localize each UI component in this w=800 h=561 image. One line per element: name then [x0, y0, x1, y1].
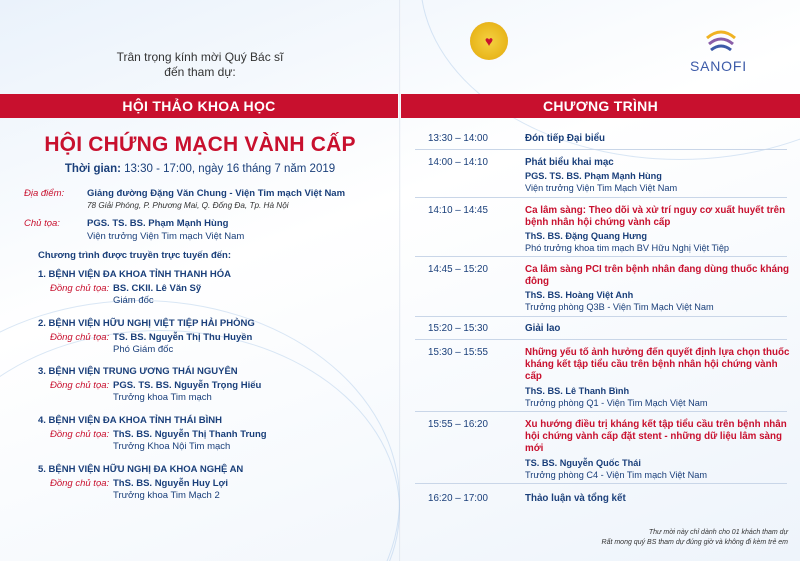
divider — [415, 256, 787, 257]
co-chair-label: Đồng chủ tọa: — [50, 283, 110, 294]
speaker-name: TS. BS. Nguyễn Quốc Thái — [525, 458, 641, 468]
speaker-role: Trưởng phòng Q1 - Viện Tim Mạch Việt Nam — [525, 398, 708, 408]
event-title: HỘI CHỨNG MẠCH VÀNH CẤP — [44, 133, 356, 156]
schedule-title: Đón tiếp Đại biểu — [525, 133, 606, 144]
co-chair-role: Trưởng Khoa Nội Tim mạch — [113, 441, 231, 452]
footer-note-1: Thư mời này chỉ dành cho 01 khách tham dự — [648, 529, 788, 536]
co-chair-name: BS. CKII. Lê Văn Sỹ — [113, 283, 202, 294]
schedule-time: 14:10 – 14:45 — [428, 205, 488, 216]
schedule-time: 15:20 – 15:30 — [428, 323, 488, 334]
schedule-title: Xu hướng điều trị kháng kết tập tiểu cầu trên bệnh nhân hội chứng vành cấp đặt stent - những dữ liệu lâm sàng mới — [525, 419, 787, 454]
hospital-item — [38, 318, 388, 355]
speaker-name: ThS. BS. Hoàng Việt Anh — [525, 290, 634, 300]
schedule-title: Ca lâm sàng: Theo dõi và xử trí nguy cơ xuất huyết trên bệnh nhân hội chứng vành cấp — [525, 205, 786, 228]
speaker-name: ThS. BS. Đặng Quang Hưng — [525, 231, 648, 241]
schedule-time: 15:55 – 16:20 — [428, 419, 488, 430]
schedule-time: 15:30 – 15:55 — [428, 347, 488, 358]
hospital-name: 5. BỆNH VIỆN HỮU NGHỊ ĐA KHOA NGHỆ AN — [38, 464, 244, 475]
speaker-name: ThS. BS. Lê Thanh Bình — [525, 386, 630, 396]
venue-address: 78 Giải Phóng, P. Phương Mai, Q. Đống Đa, Tp. Hà Nội — [87, 201, 289, 210]
footer-note-2: Rất mong quý BS tham dự đúng giờ và không đi kèm trẻ em — [601, 539, 788, 546]
schedule-title: Thảo luận và tổng kết — [525, 493, 626, 504]
schedule-time: 14:00 – 14:10 — [428, 157, 488, 168]
co-chair-role: Phó Giám đốc — [113, 344, 174, 355]
co-chair-label: Đồng chủ tọa: — [50, 332, 110, 343]
speaker-name: PGS. TS. BS. Phạm Mạnh Hùng — [525, 171, 662, 181]
chair-role: Viện trưởng Viện Tim mạch Việt Nam — [87, 231, 245, 242]
hospital-name: 3. BỆNH VIỆN TRUNG ƯƠNG THÁI NGUYÊN — [38, 366, 238, 377]
schedule-title: Những yếu tố ảnh hưởng đến quyết định lựa chọn thuốc kháng kết tập tiểu cầu trên bệnh nhân hội chứng vành cấp — [525, 347, 790, 382]
schedule-title: Ca lâm sàng PCI trên bệnh nhân đang dùng thuốc kháng đông — [525, 264, 789, 287]
venue-name: Giảng đường Đặng Văn Chung - Viện Tim mạch Việt Nam — [87, 188, 346, 199]
invite-line-2: đến tham dự: — [164, 65, 236, 79]
co-chair-label: Đồng chủ tọa: — [50, 429, 110, 440]
invite-line-1: Trân trọng kính mời Quý Bác sĩ — [116, 50, 284, 64]
speaker-role: Trưởng phòng C4 - Viện Tim mạch Việt Nam — [525, 470, 708, 480]
broadcast-title: Chương trình được truyền trực tuyến đến: — [38, 250, 232, 261]
hospital-name: 1. BỆNH VIỆN ĐA KHOA TỈNH THANH HÓA — [38, 269, 231, 280]
hospital-name: 4. BỆNH VIỆN ĐA KHOA TỈNH THÁI BÌNH — [38, 415, 223, 426]
chair-label: Chủ tọa: — [24, 218, 60, 229]
hospital-item — [38, 415, 388, 452]
association-logo-icon — [470, 22, 508, 60]
divider — [415, 483, 787, 484]
sanofi-logo-icon — [703, 24, 739, 54]
co-chair-name: TS. BS. Nguyễn Thị Thu Huyền — [113, 332, 253, 343]
schedule-time: 14:45 – 15:20 — [428, 264, 488, 275]
chair-name: PGS. TS. BS. Phạm Mạnh Hùng — [87, 218, 229, 229]
event-time — [0, 163, 400, 175]
schedule-time: 13:30 – 14:00 — [428, 133, 488, 144]
hospital-item — [38, 269, 388, 306]
co-chair-label: Đồng chủ tọa: — [50, 380, 110, 391]
speaker-role: Phó trưởng khoa tim mạch BV Hữu Nghị Việt Tiệp — [525, 243, 730, 253]
time-value: 13:30 - 17:00, ngày 16 tháng 7 năm 2019 — [124, 163, 336, 175]
right-banner: CHƯƠNG TRÌNH — [401, 94, 800, 118]
divider — [415, 197, 787, 198]
hospital-name: 2. BỆNH VIỆN HỮU NGHỊ VIỆT TIỆP HẢI PHÒNG — [38, 318, 255, 329]
speaker-role: Viện trưởng Viện Tim Mạch Việt Nam — [525, 183, 678, 193]
speaker-role: Trưởng phòng Q3B - Viện Tim Mạch Việt Nam — [525, 302, 714, 312]
divider — [415, 339, 787, 340]
divider — [415, 149, 787, 150]
co-chair-role: Trưởng khoa Tim Mạch 2 — [113, 490, 220, 501]
co-chair-label: Đồng chủ tọa: — [50, 478, 110, 489]
page-fold — [399, 0, 401, 561]
co-chair-role: Giám đốc — [113, 295, 154, 306]
co-chair-name: ThS. BS. Nguyễn Thị Thanh Trung — [113, 429, 267, 440]
hospital-item — [38, 366, 388, 403]
divider — [415, 316, 787, 317]
sponsor-name: SANOFI — [690, 58, 747, 74]
venue-label: Địa điểm: — [24, 188, 65, 199]
time-label: Thời gian: — [64, 163, 121, 175]
schedule-title: Giải lao — [525, 323, 561, 334]
co-chair-name: ThS. BS. Nguyễn Huy Lợi — [113, 478, 228, 489]
schedule-title: Phát biểu khai mạc — [525, 157, 614, 168]
divider — [415, 411, 787, 412]
co-chair-role: Trưởng khoa Tim mạch — [113, 392, 212, 403]
heart-icon: ♥ — [484, 33, 494, 49]
hospital-item — [38, 464, 388, 501]
co-chair-name: PGS. TS. BS. Nguyễn Trọng Hiếu — [113, 380, 262, 391]
left-banner: HỘI THẢO KHOA HỌC — [0, 94, 398, 118]
schedule-time: 16:20 – 17:00 — [428, 493, 488, 504]
